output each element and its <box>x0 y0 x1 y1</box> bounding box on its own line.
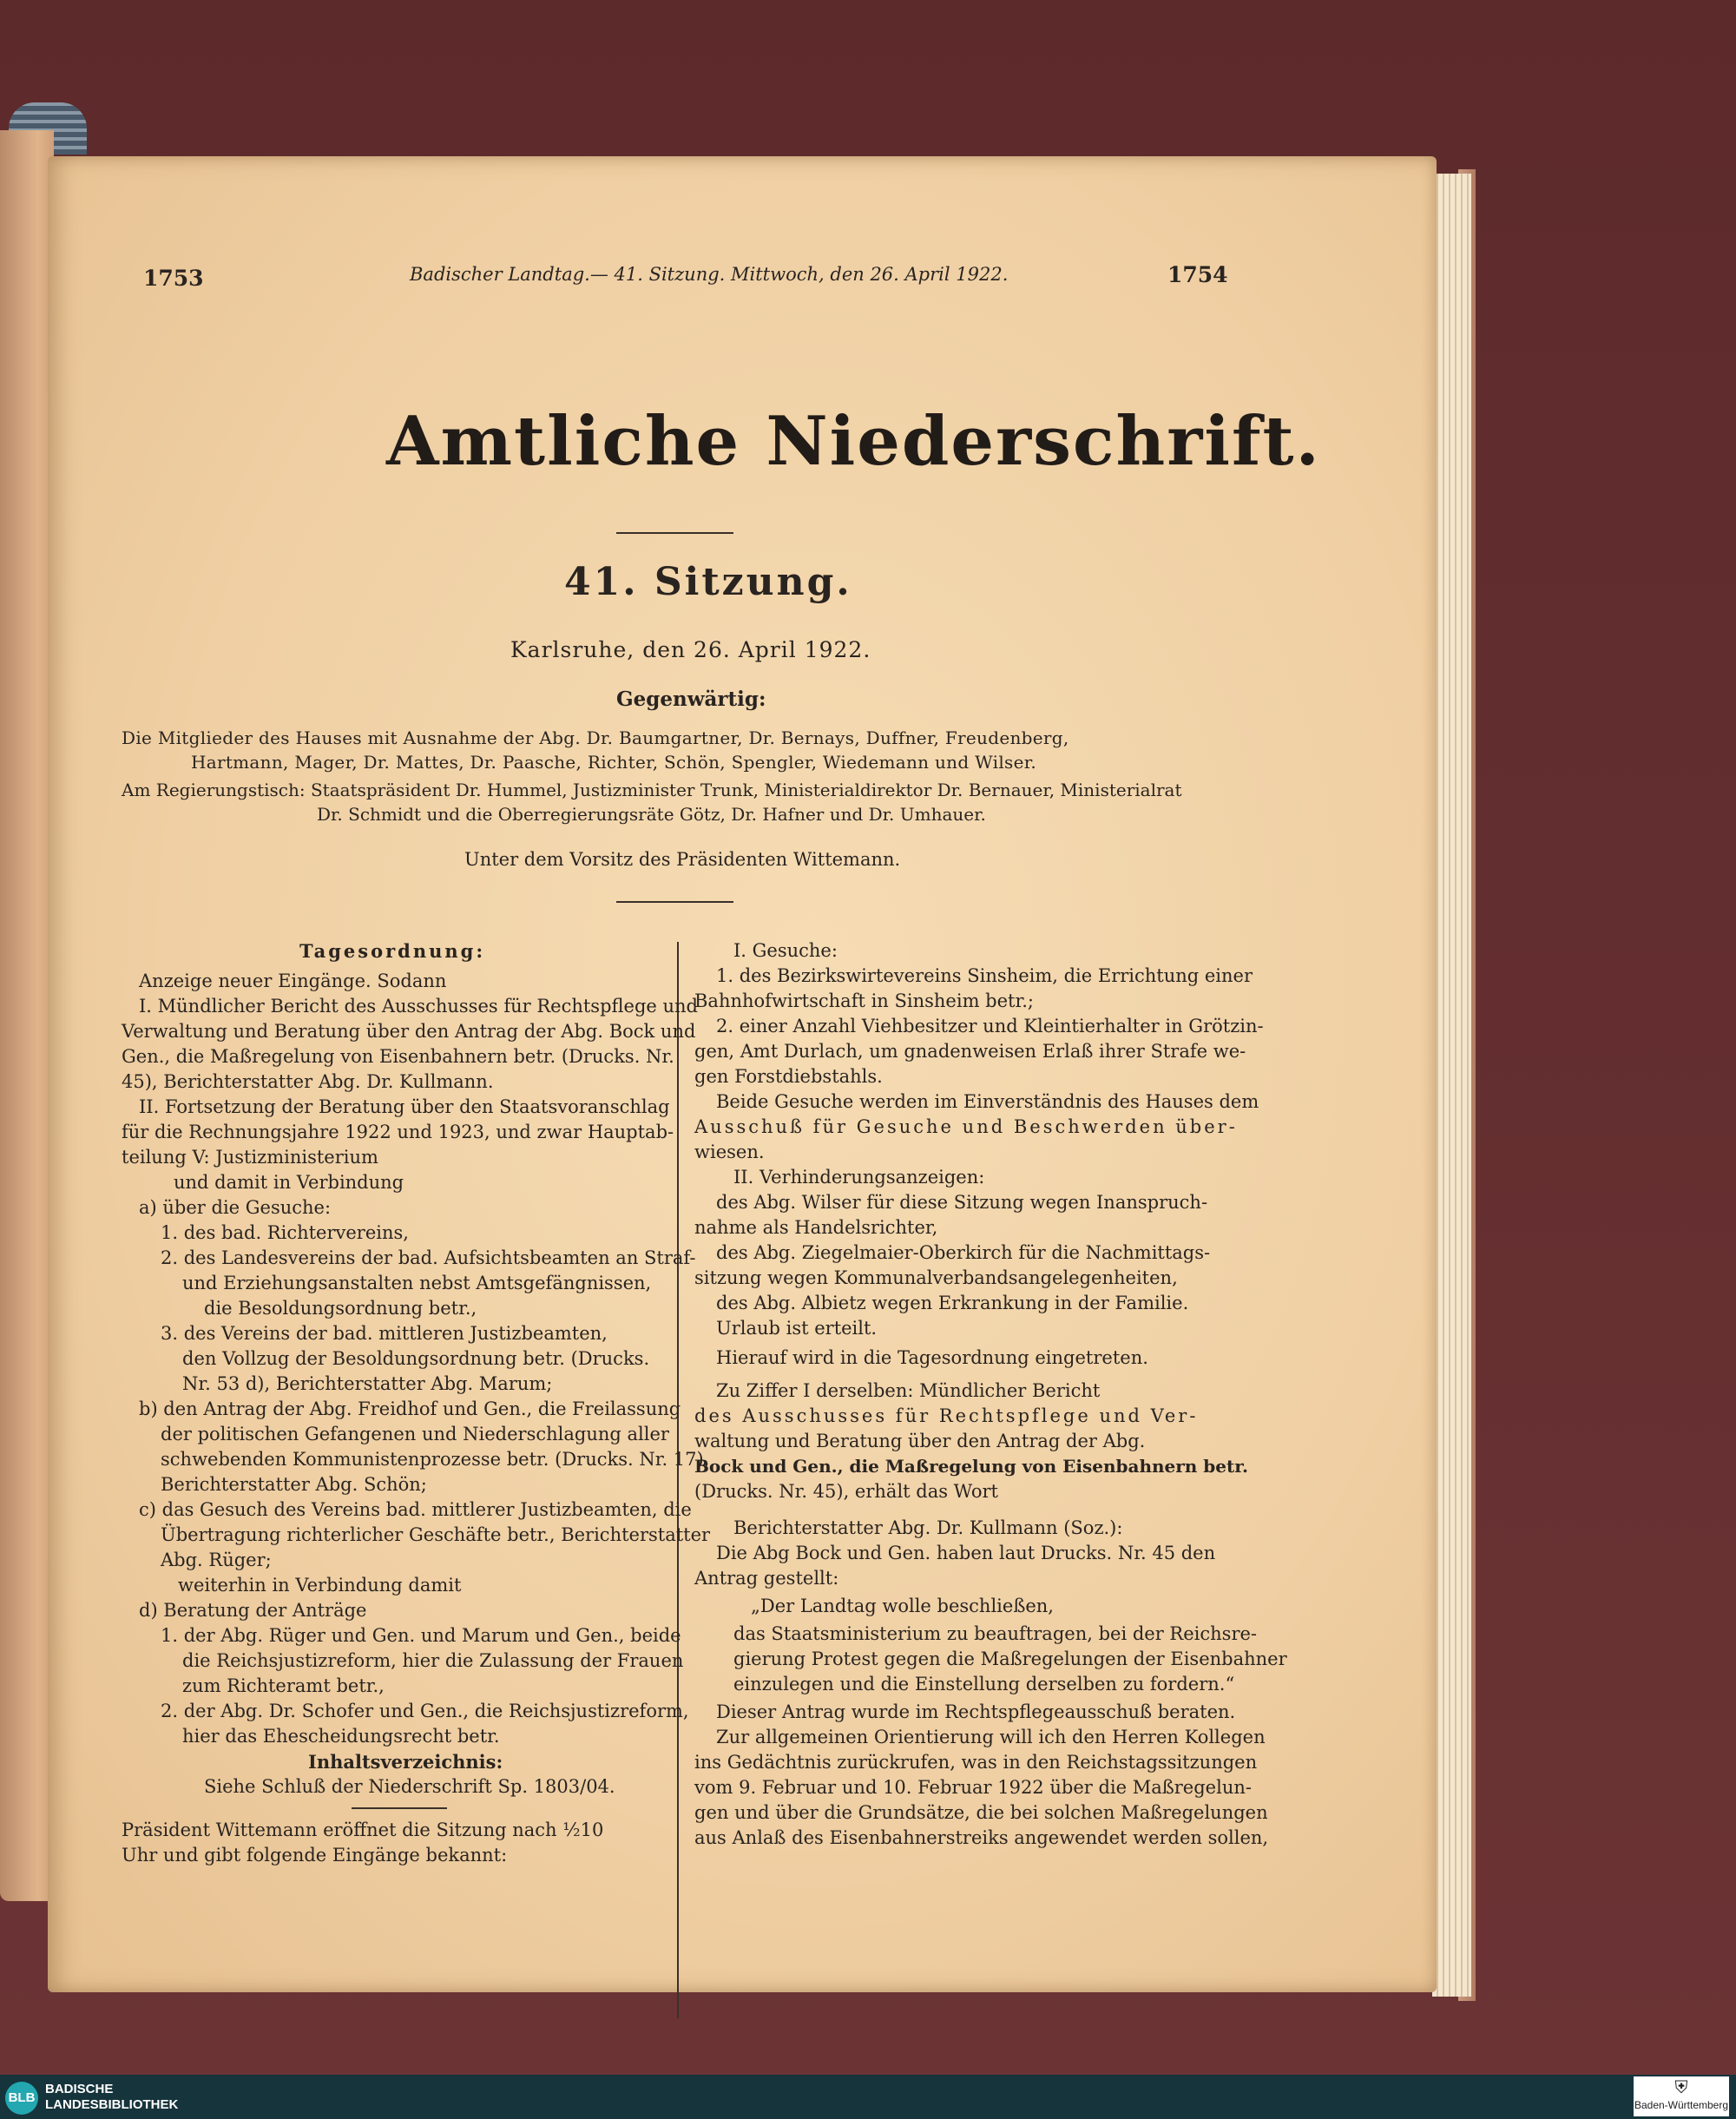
blb-logo[interactable]: BLB <box>5 2082 38 2115</box>
text-line: Berichterstatter Abg. Schön; <box>161 1474 427 1495</box>
text-line: gen, Amt Durlach, um gnadenweisen Erlaß ihrer Strafe we- <box>694 1041 1246 1062</box>
text-line: und damit in Verbindung <box>174 1172 404 1193</box>
agenda-heading: Tagesordnung: <box>299 940 486 962</box>
text-line: gen und über die Grundsätze, die bei solchen Maßregelungen <box>694 1802 1268 1823</box>
present-line: Dr. Schmidt und die Oberregierungsräte Götz, Dr. Hafner und Dr. Umhauer. <box>317 804 986 825</box>
text-line: a) über die Gesuche: <box>139 1197 332 1218</box>
text-line: I. Mündlicher Bericht des Ausschusses für Rechtspflege und <box>139 996 698 1017</box>
library-name-line: BADISCHE <box>45 2082 114 2096</box>
text-line: des Abg. Wilser für diese Sitzung wegen Inanspruch- <box>716 1192 1208 1213</box>
text-line: II. Verhinderungsanzeigen: <box>733 1167 985 1188</box>
text-line: weiterhin in Verbindung damit <box>178 1575 462 1596</box>
text-line: 1. des Bezirkswirtevereins Sinsheim, die Errichtung einer <box>716 965 1253 986</box>
contents-divider <box>352 1807 447 1809</box>
text-line: 2. der Abg. Dr. Schofer und Gen., die Reichsjustizreform, <box>161 1701 689 1721</box>
text-line: Abg. Rüger; <box>161 1550 272 1570</box>
text-line: wiesen. <box>694 1142 765 1162</box>
text-line: Gen., die Maßregelung von Eisenbahnern betr. (Drucks. Nr. <box>122 1046 674 1067</box>
text-line: sitzung wegen Kommunalverbandsangelegenheiten, <box>694 1267 1178 1288</box>
text-line: des Ausschusses für Rechtspflege und Ver- <box>694 1405 1199 1426</box>
state-label: Baden-Württemberg <box>1634 2099 1729 2111</box>
text-line: Nr. 53 d), Berichterstatter Abg. Marum; <box>182 1373 553 1394</box>
text-line: die Reichsjustizreform, hier die Zulassung der Frauen <box>182 1650 684 1671</box>
text-line: Zu Ziffer I derselben: Mündlicher Bericht <box>716 1380 1101 1401</box>
text-line: c) das Gesuch des Vereins bad. mittlerer Justizbeamten, die <box>139 1499 692 1520</box>
library-footer <box>0 2075 1736 2119</box>
document-title: Amtliche Niederschrift. <box>386 402 1321 481</box>
text-line: Dieser Antrag wurde im Rechtspflegeausschuß beraten. <box>716 1701 1236 1722</box>
text-line: Anzeige neuer Eingänge. Sodann <box>139 971 447 991</box>
text-line: des Abg. Ziegelmaier-Oberkirch für die Nachmittags- <box>716 1242 1211 1263</box>
text-line: „Der Landtag wolle beschließen, <box>751 1596 1054 1616</box>
library-name[interactable] <box>45 2082 178 2113</box>
session-heading: 41. Sitzung. <box>564 560 852 604</box>
text-line: 45), Berichterstatter Abg. Dr. Kullmann. <box>122 1071 494 1092</box>
text-line: Bahnhofwirtschaft in Sinsheim betr.; <box>694 990 1034 1011</box>
text-line: (Drucks. Nr. 45), erhält das Wort <box>694 1481 998 1502</box>
text-line: Ausschuß für Gesuche und Beschwerden über- <box>694 1116 1238 1137</box>
text-line: zum Richteramt betr., <box>182 1675 385 1696</box>
present-heading: Gegenwärtig: <box>616 688 766 711</box>
text-line: Siehe Schluß der Niederschrift Sp. 1803/04. <box>204 1776 615 1797</box>
text-line: waltung und Beratung über den Antrag der Abg. <box>694 1431 1146 1451</box>
text-line: Übertragung richterlicher Geschäfte betr., Berichterstatter <box>161 1524 711 1545</box>
text-line: und Erziehungsanstalten nebst Amtsgefängnissen, <box>182 1273 652 1293</box>
text-line: Bock und Gen., die Maßregelung von Eisenbahnern betr. <box>694 1456 1248 1477</box>
present-line: Am Regierungstisch: Staatspräsident Dr. Hummel, Justizminister Trunk, Ministerialdirektor Dr. Bernauer, Ministerialrat <box>122 780 1182 800</box>
text-line: Antrag gestellt: <box>694 1568 839 1589</box>
text-line: einzulegen und die Einstellung derselben zu fordern.“ <box>733 1674 1235 1695</box>
text-line: Präsident Wittemann eröffnet die Sitzung nach ½10 <box>122 1820 604 1840</box>
contents-heading: Inhaltsverzeichnis: <box>308 1751 503 1773</box>
page-number-left: 1753 <box>143 266 204 291</box>
section-divider <box>616 901 733 903</box>
text-line: des Abg. Albietz wegen Erkrankung in der Familie. <box>716 1293 1189 1313</box>
page-number-right: 1754 <box>1167 262 1228 287</box>
text-line: aus Anlaß des Eisenbahnerstreiks angewendet werden sollen, <box>694 1827 1269 1848</box>
present-line: Die Mitglieder des Hauses mit Ausnahme der Abg. Dr. Baumgartner, Dr. Bernays, Duffner, Freudenberg, <box>122 727 1069 748</box>
text-line: schwebenden Kommunistenprozesse betr. (Drucks. Nr. 17), <box>161 1449 710 1470</box>
text-line: Zur allgemeinen Orientierung will ich den Herren Kollegen <box>716 1727 1266 1747</box>
text-line: vom 9. Februar und 10. Februar 1922 über die Maßregelun- <box>694 1777 1252 1798</box>
page-stack-edge <box>1432 174 1471 1997</box>
coat-of-arms-icon: ⛨ <box>1674 2078 1688 2097</box>
running-title: Badischer Landtag.— 41. Sitzung. Mittwoch, den 26. April 1922. <box>410 264 1009 285</box>
text-line: die Besoldungsordnung betr., <box>204 1298 477 1319</box>
text-line: für die Rechnungsjahre 1922 und 1923, und zwar Hauptab- <box>122 1122 674 1142</box>
text-line: gierung Protest gegen die Maßregelungen der Eisenbahner <box>733 1648 1287 1669</box>
column-divider <box>677 942 679 2018</box>
text-line: d) Beratung der Anträge <box>139 1600 367 1621</box>
state-logo[interactable] <box>1634 2076 1729 2116</box>
text-line: hier das Ehescheidungsrecht betr. <box>182 1726 500 1747</box>
text-line: teilung V: Justizministerium <box>122 1147 378 1168</box>
left-page-edge <box>0 130 54 1901</box>
library-name-line: LANDESBIBLIOTHEK <box>45 2097 179 2112</box>
present-line: Hartmann, Mager, Dr. Mattes, Dr. Paasche, Richter, Schön, Spengler, Wiedemann und Wilser. <box>191 752 1037 773</box>
text-line: Berichterstatter Abg. Dr. Kullmann (Soz.): <box>733 1517 1123 1538</box>
place-date: Karlsruhe, den 26. April 1922. <box>510 637 871 662</box>
text-line: Uhr und gibt folgende Eingänge bekannt: <box>122 1845 508 1866</box>
text-line: I. Gesuche: <box>733 940 838 961</box>
text-line: Die Abg Bock und Gen. haben laut Drucks. Nr. 45 den <box>716 1543 1216 1563</box>
text-line: b) den Antrag der Abg. Freidhof und Gen., die Freilassung <box>139 1398 681 1419</box>
text-line: Hierauf wird in die Tagesordnung eingetreten. <box>716 1347 1148 1368</box>
text-line: II. Fortsetzung der Beratung über den Staatsvoranschlag <box>139 1096 670 1117</box>
text-line: Beide Gesuche werden im Einverständnis des Hauses dem <box>716 1091 1259 1112</box>
text-line: 1. des bad. Richtervereins, <box>161 1222 409 1243</box>
title-divider <box>616 532 733 534</box>
text-line: der politischen Gefangenen und Niederschlagung aller <box>161 1424 669 1444</box>
chair-line: Unter dem Vorsitz des Präsidenten Wittemann. <box>464 849 901 870</box>
text-line: ins Gedächtnis zurückrufen, was in den Reichstagssitzungen <box>694 1752 1258 1773</box>
text-line: den Vollzug der Besoldungsordnung betr. (Drucks. <box>182 1348 650 1369</box>
text-line: 1. der Abg. Rüger und Gen. und Marum und Gen., beide <box>161 1625 681 1646</box>
text-line: das Staatsministerium zu beauftragen, bei der Reichsre- <box>733 1623 1258 1644</box>
text-line: nahme als Handelsrichter, <box>694 1217 938 1238</box>
text-line: Urlaub ist erteilt. <box>716 1318 878 1339</box>
text-line: 3. des Vereins der bad. mittleren Justizbeamten, <box>161 1323 608 1344</box>
text-line: Verwaltung und Beratung über den Antrag der Abg. Bock und <box>122 1021 696 1042</box>
text-line: 2. des Landesvereins der bad. Aufsichtsbeamten an Straf- <box>161 1247 696 1268</box>
document-page <box>48 156 1437 1992</box>
text-line: 2. einer Anzahl Viehbesitzer und Kleintierhalter in Grötzin- <box>716 1016 1264 1036</box>
text-line: gen Forstdiebstahls. <box>694 1066 883 1087</box>
